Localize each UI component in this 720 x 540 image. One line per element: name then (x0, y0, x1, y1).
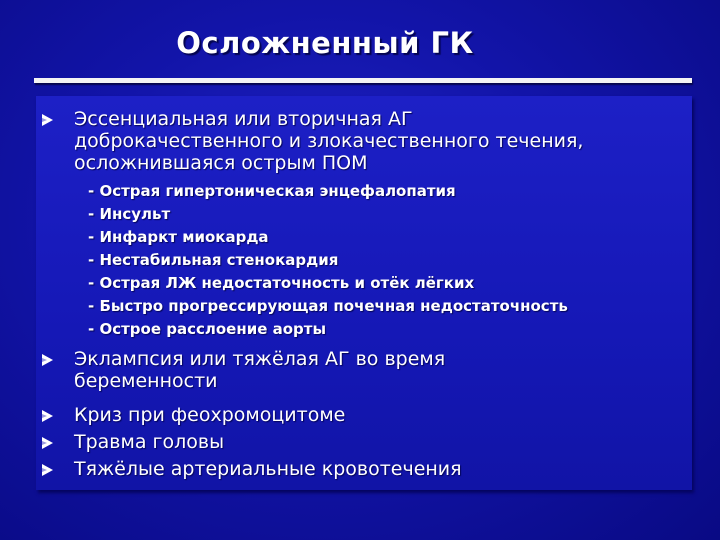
arrow-bullet-icon (42, 114, 53, 126)
title-divider (34, 78, 692, 83)
bullet-text: Травма головы (74, 431, 225, 453)
arrow-bullet-icon (42, 437, 53, 449)
slide-title: Осложненный ГК (176, 26, 474, 60)
sub-item: - Инсульт (88, 205, 171, 223)
bullet-text (74, 108, 684, 174)
bullet-text: Тяжёлые артериальные кровотечения (74, 458, 462, 480)
bullet-line: Эссенциальная или вторичная АГ (74, 108, 413, 130)
bullet-line: осложнившаяся острым ПОМ (74, 152, 368, 174)
bullet-line: беременности (74, 370, 218, 392)
sub-item: - Острая гипертоническая энцефалопатия (88, 182, 456, 200)
bullet-line: доброкачественного и злокачественного течения, (74, 130, 584, 152)
sub-item: - Нестабильная стенокардия (88, 251, 339, 269)
sub-item: - Быстро прогрессирующая почечная недостаточность (88, 297, 568, 315)
sub-item: - Острая ЛЖ недостаточность и отёк лёгких (88, 274, 475, 292)
arrow-bullet-icon (42, 354, 53, 366)
bullet-text: Криз при феохромоцитоме (74, 404, 346, 426)
bullet-line: Эклампсия или тяжёлая АГ во время (74, 348, 446, 370)
arrow-bullet-icon (42, 464, 53, 476)
sub-item: - Острое расслоение аорты (88, 320, 327, 338)
bullet-text (74, 348, 684, 392)
arrow-bullet-icon (42, 410, 53, 422)
sub-item: - Инфаркт миокарда (88, 228, 269, 246)
